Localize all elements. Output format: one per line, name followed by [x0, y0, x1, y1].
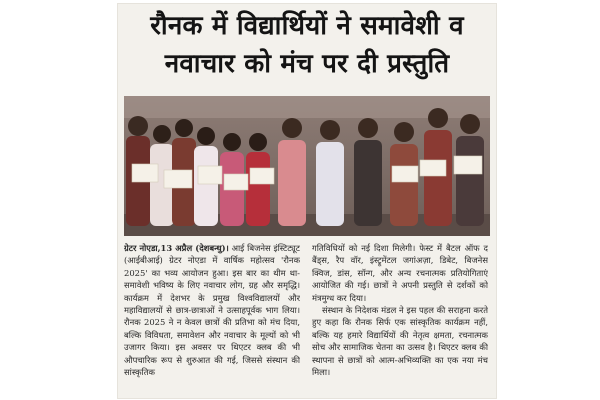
- group-photo-illustration: [124, 96, 490, 236]
- article-paragraph-1: [124, 242, 300, 378]
- article-paragraph-2: गतिविधियों को नई दिशा मिलेगी। फेस्ट में बैटल ऑफ द बैंड्स, रैप वॉर, इंस्ट्रूमेंटल जगांअज़ा, डिबेट, बिजनेस क्विज, डांस, सॉन्ग, और अन्य रचनात्मक प्रतियोगिताएं आयोजित की गई। छात्रों ने अपनी प्रस्तुति से दर्शकों को मंत्रमुग्ध कर दिया।: [312, 243, 488, 303]
- headline-line-1: रौनक में विद्यार्थियों ने समावेशी व: [150, 11, 464, 41]
- headline-line-2: नवाचार को मंच पर दी प्रस्तुति: [164, 49, 450, 79]
- newspaper-clipping: [118, 4, 496, 398]
- left-para-text: आई बिजनेस इंस्टिट्यूट (आईबीआई) ग्रेटर नोएडा में वार्षिक महोत्सव 'रौनक 2025' का भव्य आयोजन हुआ। इस बार का थीम था- समावेशी भविष्य के लिए नवाचार लोग, ग्रह और समृद्धि। कार्यक्रम में देशभर के प्रमुख विश्वविद्यालयों और महाविद्यालयों से छात्र-छात्राओं ने उत्साहपूर्वक भाग लिया। रौनक 2025 ने न केवल छात्रों की प्रतिभा को मंच दिया, बल्कि विविधता, समावेशन और नवाचार के मूल्यों को भी उजागर किया। इस अवसर पर थिएटर क्लब की भी औपचारिक रूप से शुरुआत की गई, जिससे संस्थान की सांस्कृतिक: [124, 243, 300, 378]
- article-body: [124, 242, 490, 394]
- article-column-left: [124, 242, 300, 394]
- group-photo: [124, 96, 490, 236]
- article-column-right: [312, 242, 488, 394]
- article-paragraph-3: संस्थान के निदेशक मंडल ने इस पहल की सराहना करते हुए कहा कि रौनक सिर्फ एक सांस्कृतिक कार्यक्रम नहीं, बल्कि यह हमारे विद्यार्थियों की नेतृत्व क्षमता, रचनात्मक सोच और सामाजिक चेतना का उत्सव है। थिएटर क्लब की स्थापना से छात्रों को आत्म-अभिव्यक्ति का एक नया मंच मिला।: [312, 305, 488, 378]
- byline: ग्रेटर नोएडा,13 अप्रैल (देशबन्धु)।: [124, 243, 229, 253]
